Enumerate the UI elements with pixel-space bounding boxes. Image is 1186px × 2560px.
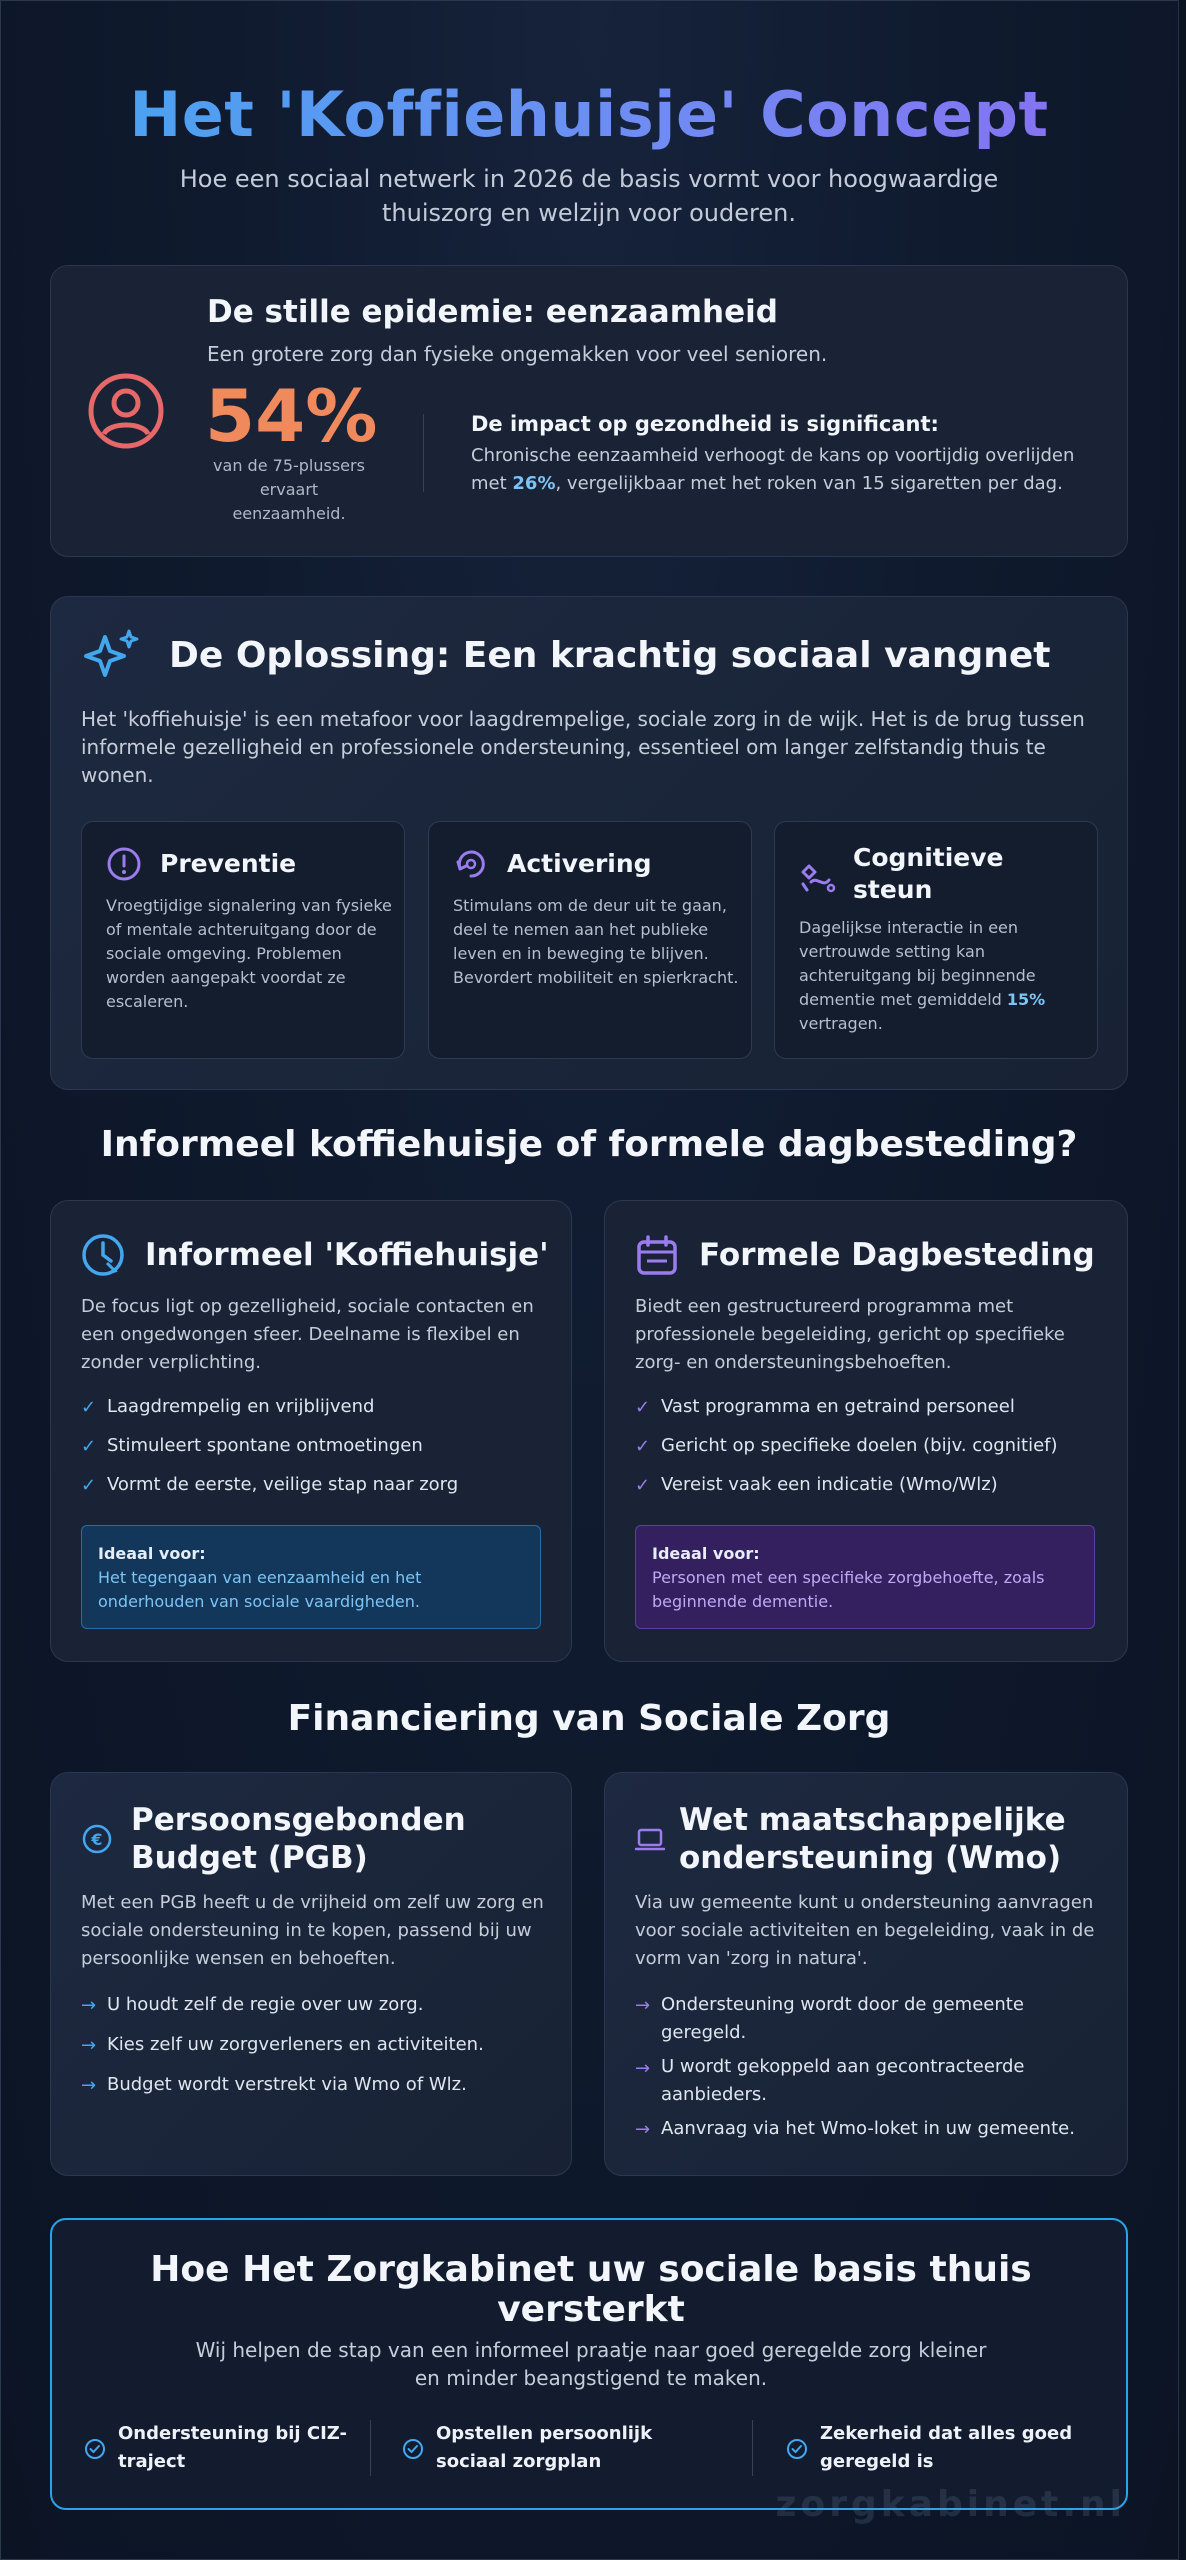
list-item: Budget wordt verstrekt via Wmo of Wlz. — [107, 2074, 467, 2095]
list-item: Stimuleert spontane ontmoetingen — [107, 1435, 423, 1456]
check-icon: ✓ — [81, 1397, 97, 1418]
check-icon: ✓ — [635, 1397, 651, 1418]
cta-card — [50, 2218, 1128, 2510]
feature-highlight: 15% — [1006, 990, 1046, 1009]
check-circle-icon — [786, 2438, 808, 2460]
check-icon: ✓ — [635, 1475, 651, 1496]
scrollbar[interactable] — [1178, 0, 1186, 2560]
formal-text: Biedt een gestructureerd programma met professionele begeleiding, gericht op specifieke zorg- en ondersteuningsbehoeften. — [635, 1296, 1065, 1373]
euro-icon — [81, 1823, 113, 1855]
stat-label: van de 75-plussers ervaart eenzaamheid. — [213, 456, 365, 523]
cta-text: Wij helpen de stap van een informeel praatje naar goed geregelde zorg kleiner en minder beangstigend te maken. — [195, 2338, 987, 2390]
arrow-right-icon: → — [635, 1995, 651, 2016]
pgb-card — [50, 1772, 572, 2176]
formal-title: Formele Dagbesteding — [699, 1237, 1095, 1273]
clock-icon — [81, 1233, 125, 1277]
ideal-text: Personen met een specifieke zorgbehoefte, zoals beginnende dementie. — [652, 1568, 1045, 1611]
impact-text: Chronische eenzaamheid verhoogt de kans op voortijdig overlijden met 26%, vergelijkbaar met het roken van 15 sigaretten per dag. — [471, 445, 1075, 494]
cta-item: Ondersteuning bij CIZ-traject — [118, 2423, 347, 2472]
financing-title: Financiering van Sociale Zorg — [287, 1698, 891, 1739]
page-subtitle: Hoe een sociaal netwerk in 2026 de basis vormt voor hoogwaardige thuiszorg en welzijn voor ouderen. — [179, 165, 999, 227]
wmo-card — [604, 1772, 1128, 2176]
ideal-box-formal — [635, 1525, 1095, 1629]
feature-text: Stimulans om de deur uit te gaan, deel te nemen aan het publieke leven en in beweging te blijven. Bevordert mobiliteit en spierkracht. — [453, 896, 739, 987]
feature-text: Dagelijkse interactie in een vertrouwde setting kan achteruitgang bij beginnende dementie met gemiddeld 15% vertragen. — [799, 918, 1046, 1033]
wmo-title: Wet maatschappelijke ondersteuning (Wmo) — [679, 1802, 1066, 1876]
check-circle-icon — [402, 2438, 424, 2460]
sparkles-icon — [83, 629, 141, 679]
feature-title: Activering — [507, 849, 652, 878]
solution-card — [50, 596, 1128, 1090]
list-item: Laagdrempelig en vrijblijvend — [107, 1396, 375, 1417]
list-item: Vormt de eerste, veilige stap naar zorg — [107, 1474, 459, 1495]
impact-title: De impact op gezondheid is significant: — [471, 412, 939, 436]
list-item: Vereist vaak een indicatie (Wmo/Wlz) — [661, 1474, 998, 1495]
informal-text: De focus ligt op gezelligheid, sociale contacten en een ongedwongen sfeer. Deelname is flexibel en zonder verplichting. — [81, 1296, 534, 1373]
refresh-icon — [453, 846, 489, 882]
feature-card-preventie — [81, 821, 405, 1059]
ideal-text: Het tegengaan van eenzaamheid en het onderhouden van sociale vaardigheden. — [98, 1568, 422, 1611]
arrow-right-icon: → — [635, 2119, 651, 2140]
pgb-title: Persoonsgebonden Budget (PGB) — [131, 1802, 466, 1876]
check-icon: ✓ — [635, 1436, 651, 1457]
cta-item: Zekerheid dat alles goed geregeld is — [820, 2423, 1073, 2472]
ideal-label: Ideaal voor: — [652, 1544, 760, 1563]
alert-circle-icon — [106, 846, 142, 882]
check-icon: ✓ — [81, 1436, 97, 1457]
list-item: Gericht op specifieke doelen (bijv. cognitief) — [661, 1435, 1058, 1456]
check-icon: ✓ — [81, 1475, 97, 1496]
check-circle-icon — [84, 2438, 106, 2460]
ideal-box-informal — [81, 1525, 541, 1629]
list-item: Kies zelf uw zorgverleners en activiteiten. — [107, 2034, 484, 2055]
solution-intro: Het 'koffiehuisje' is een metafoor voor laagdrempelige, sociale zorg in de wijk. Het is de brug tussen informele gezelligheid en professionele ondersteuning, essentieel om langer zelfstandig thuis te wonen. — [81, 707, 1085, 787]
laptop-icon — [635, 1827, 665, 1853]
arrow-right-icon: → — [81, 2075, 97, 2096]
feature-card-cognitieve-steun — [774, 821, 1098, 1059]
list-item: U houdt zelf de regie over uw zorg. — [107, 1994, 424, 2015]
svg-text:€: € — [91, 1830, 103, 1849]
pgb-text: Met een PGB heeft u de vrijheid om zelf uw zorg en sociale ondersteuning in te kopen, passend bij uw persoonlijke wensen en behoeften. — [81, 1892, 544, 1969]
feature-text: Vroegtijdige signalering van fysieke of mentale achteruitgang door de sociale omgeving. Problemen worden aangepakt voordat ze escaleren. — [106, 896, 392, 1011]
page-title: Het 'Koffiehuisje' Concept — [0, 78, 1178, 151]
cta-divider — [752, 2420, 753, 2476]
list-item: Aanvraag via het Wmo-loket in uw gemeente. — [661, 2118, 1075, 2139]
epidemic-title: De stille epidemie: eenzaamheid — [207, 294, 778, 330]
watermark: zorgkabinet.nl — [775, 2484, 1126, 2525]
impact-highlight: 26% — [512, 473, 556, 494]
wmo-text: Via uw gemeente kunt u ondersteuning aanvragen voor sociale activiteiten en begeleiding, vaak in de vorm van 'zorg in natura'. — [635, 1892, 1095, 1969]
informal-card — [50, 1200, 572, 1662]
user-circle-icon — [87, 372, 165, 450]
list-item: Vast programma en getraind personeel — [661, 1396, 1015, 1417]
arrow-right-icon: → — [635, 2058, 651, 2079]
stat-divider — [423, 414, 424, 492]
list-item: Ondersteuning wordt door de gemeente geregeld. — [661, 1994, 1024, 2043]
list-item: U wordt gekoppeld aan gecontracteerde aanbieders. — [661, 2056, 1025, 2105]
calendar-icon — [635, 1235, 679, 1277]
informal-title: Informeel 'Koffiehuisje' — [145, 1237, 549, 1273]
epidemic-card — [50, 265, 1128, 557]
solution-title: De Oplossing: Een krachtig sociaal vangnet — [169, 635, 1051, 676]
brain-icon — [797, 860, 837, 896]
feature-title: Preventie — [160, 849, 297, 878]
epidemic-subtitle: Een grotere zorg dan fysieke ongemakken voor veel senioren. — [207, 342, 828, 366]
cta-item: Opstellen persoonlijk sociaal zorgplan — [436, 2423, 653, 2472]
stat-value: 54% — [205, 374, 378, 458]
ideal-label: Ideaal voor: — [98, 1544, 206, 1563]
formal-card — [604, 1200, 1128, 1662]
feature-card-activering — [428, 821, 752, 1059]
comparison-title: Informeel koffiehuisje of formele dagbesteding? — [100, 1124, 1078, 1165]
feature-title: Cognitieve steun — [853, 843, 1004, 904]
arrow-right-icon: → — [81, 2035, 97, 2056]
arrow-right-icon: → — [81, 1995, 97, 2016]
cta-title: Hoe Het Zorgkabinet uw sociale basis thuis versterkt — [150, 2249, 1032, 2330]
cta-divider — [370, 2420, 371, 2476]
